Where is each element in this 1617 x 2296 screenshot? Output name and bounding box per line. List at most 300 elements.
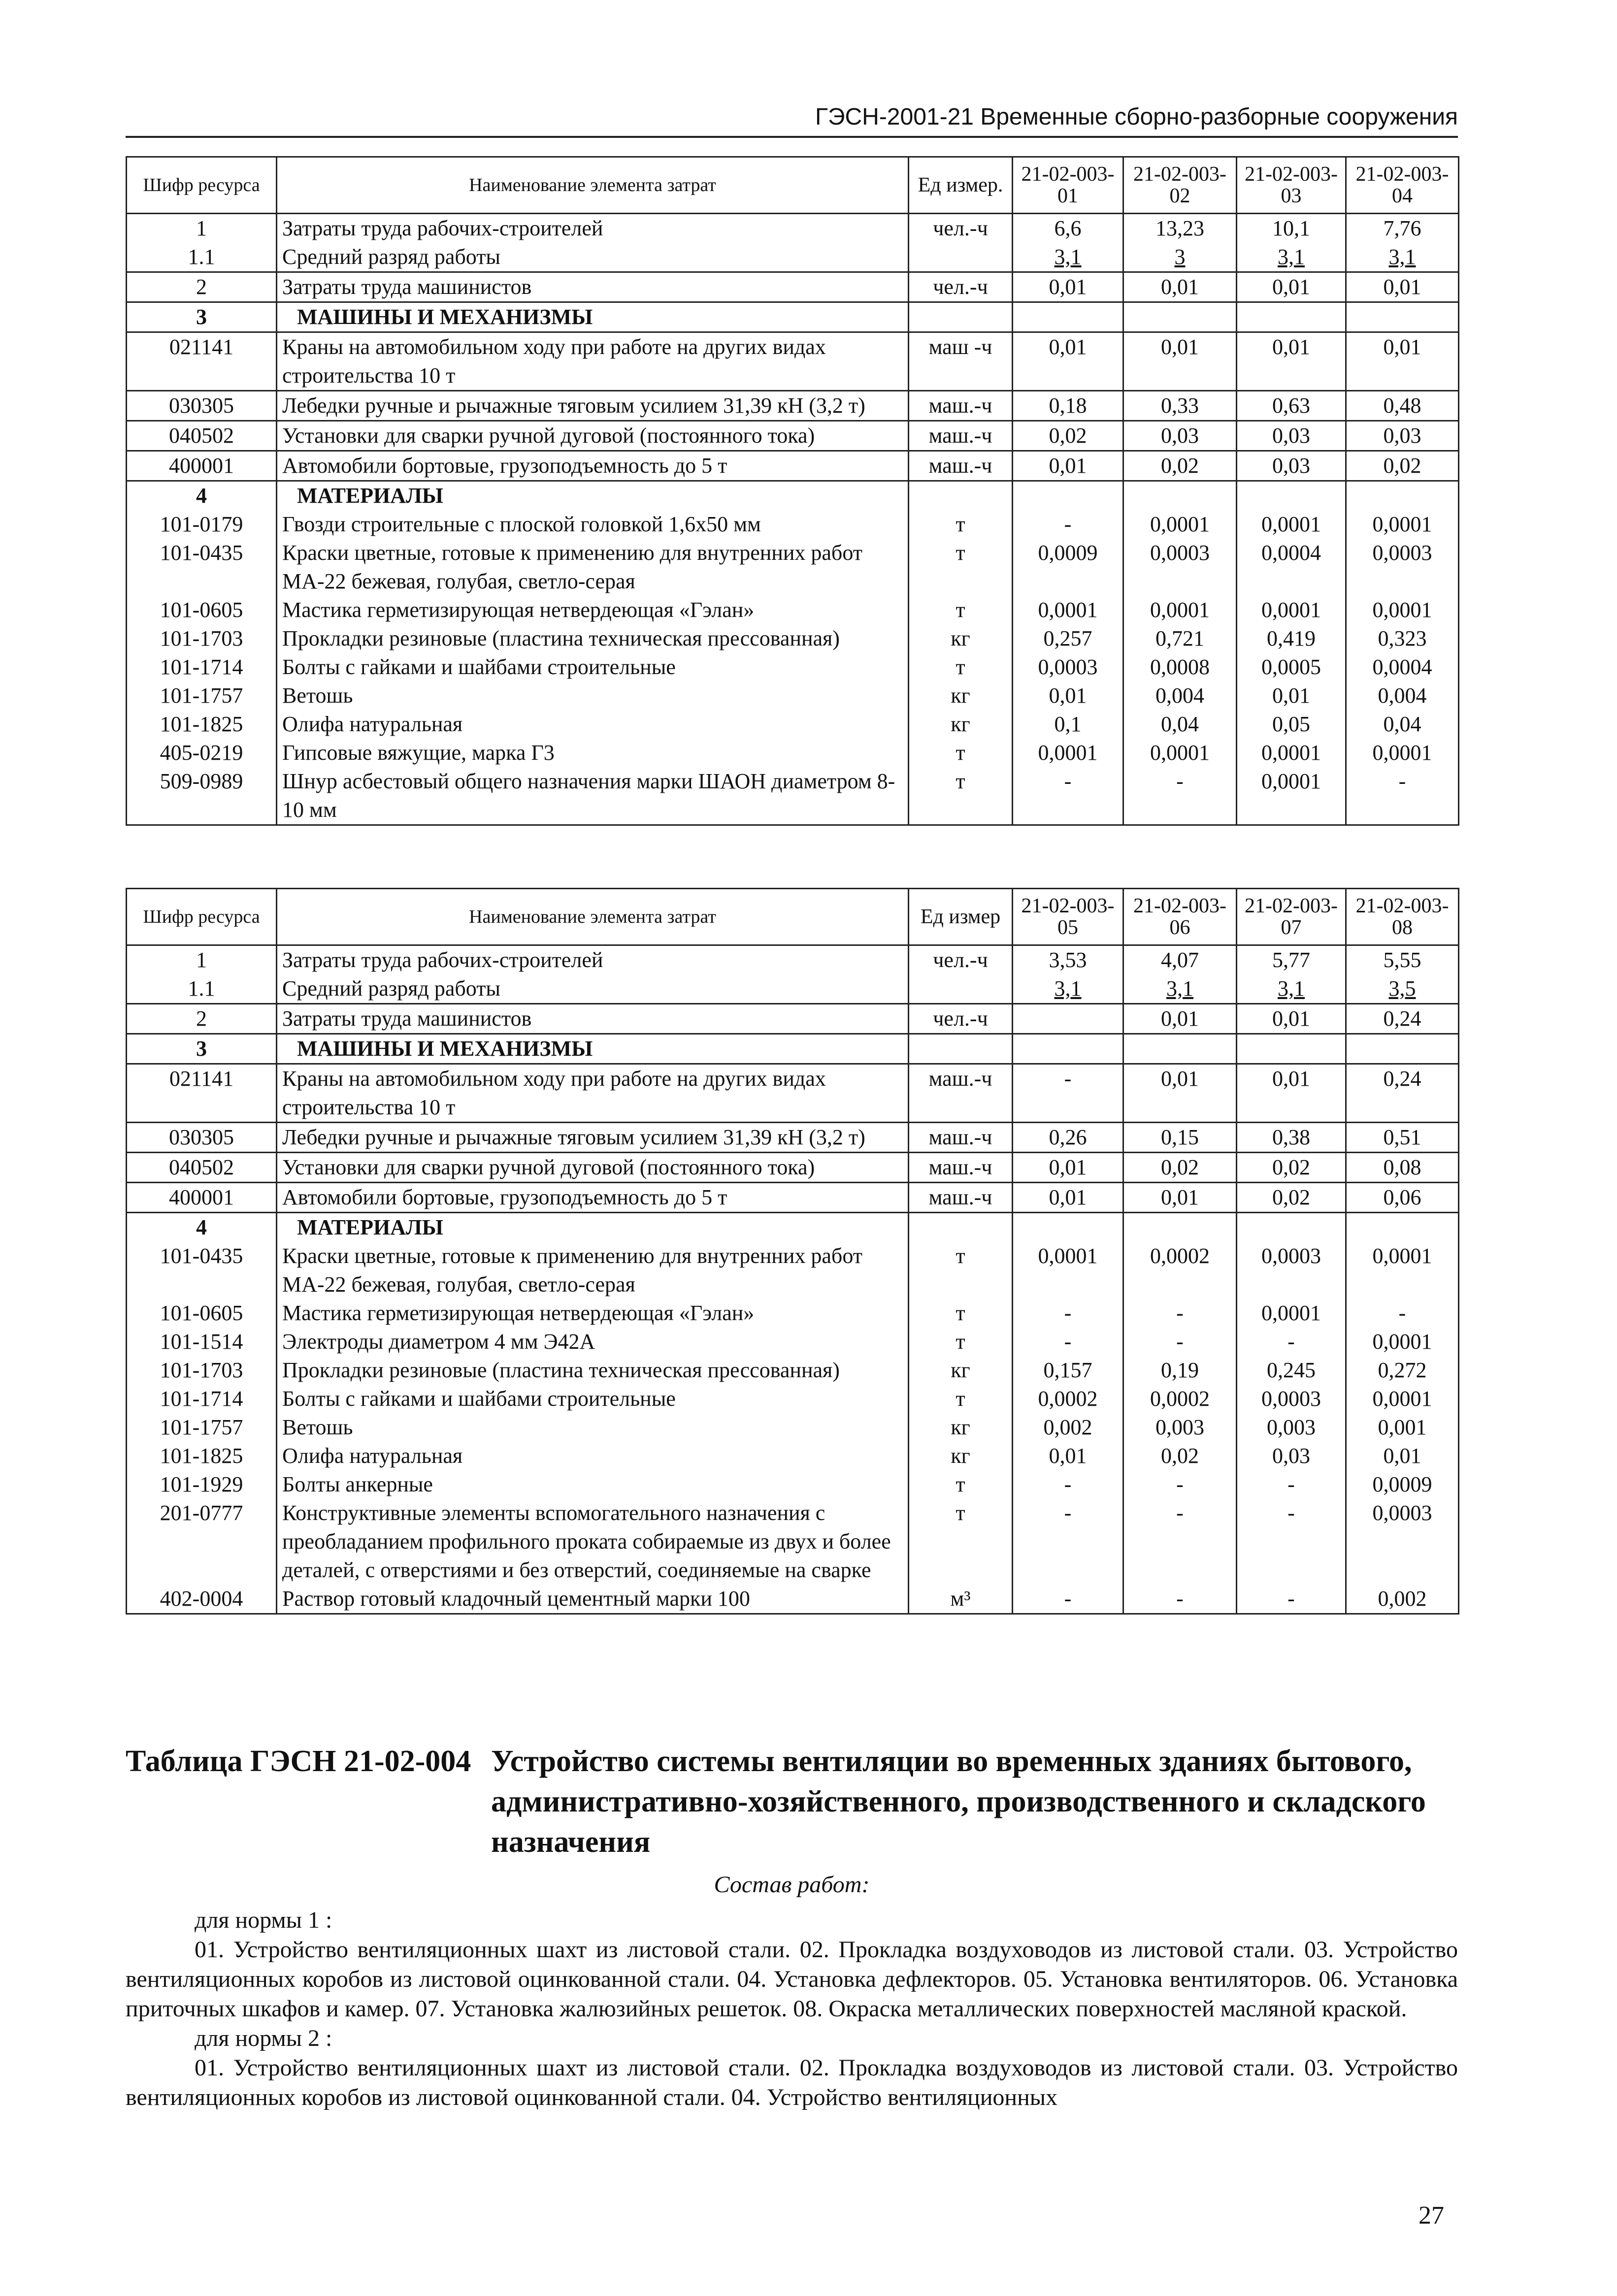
cell-code: 400001 [127,1183,277,1213]
cell-value: - [1013,1299,1123,1327]
cell-value: - [1013,1064,1123,1123]
cell-unit [909,1213,1013,1242]
cell-code: 101-0435 [127,1242,277,1299]
composition-heading: Состав работ: [714,1872,870,1898]
cell-name: Мастика герметизирующая нетвердеющая «Гэлан» [277,1299,909,1327]
work-composition [126,1906,1458,2112]
cell-value: - [1237,1327,1346,1356]
cell-value [1013,1213,1123,1242]
cell-value [1346,302,1459,332]
table-row [127,739,1459,767]
table-body [127,945,1459,1614]
cell-value: 0,0001 [1346,1242,1459,1299]
cell-value: 3,1 [1013,243,1123,272]
cell-value: 0,01 [1237,272,1346,302]
table-row [127,539,1459,596]
cell-value: 0,01 [1237,1004,1346,1034]
cell-value: - [1123,767,1237,825]
cell-value: 0,01 [1237,1064,1346,1123]
cell-name: Олифа натуральная [277,1442,909,1470]
cell-value: 0,0001 [1346,739,1459,767]
cell-unit: чел.-ч [909,214,1013,243]
cell-value: 0,0001 [1237,767,1346,825]
cell-code: 400001 [127,451,277,481]
cell-code: 1.1 [127,243,277,272]
cell-value: 0,0004 [1346,653,1459,681]
cell-value: 0,01 [1123,1064,1237,1123]
cell-value: 0,03 [1237,1442,1346,1470]
cell-value [1346,481,1459,511]
table-row [127,1327,1459,1356]
cell-name: Затраты труда рабочих-строителей [277,214,909,243]
cell-code: 101-1825 [127,1442,277,1470]
table-row [127,1499,1459,1585]
cell-value: 10,1 [1237,214,1346,243]
table-row [127,1153,1459,1183]
cell-unit: кг [909,1356,1013,1385]
cell-value: 0,0004 [1237,539,1346,596]
norm-2-label: для нормы 2 : [195,2025,332,2051]
table-row [127,974,1459,1004]
cell-value: - [1013,767,1123,825]
column-header-norm-4: 21-02-003-04 [1346,157,1459,214]
cell-name: Конструктивные элементы вспомогательного назначения с преобладанием профильного проката собираемые из двух и более деталей, с отверстиями и без отверстий, соединяемые на сварке [277,1499,909,1585]
cell-unit: чел.-ч [909,945,1013,975]
table-row [127,243,1459,272]
column-header-unit: Ед измер [909,889,1013,945]
cell-value: - [1123,1327,1237,1356]
cell-value [1237,1213,1346,1242]
cell-code: 101-1703 [127,624,277,653]
cell-value: - [1013,510,1123,539]
table-row [127,421,1459,451]
cell-value: 0,0008 [1123,653,1237,681]
cell-code: 101-0179 [127,510,277,539]
cell-value: 0,15 [1123,1123,1237,1153]
cell-code: 2 [127,272,277,302]
cell-name: Краски цветные, готовые к применению для внутренних работ МА-22 бежевая, голубая, светло-серая [277,539,909,596]
column-header-code: Шифр ресурса [127,889,277,945]
table-row [127,1385,1459,1413]
cell-name: Прокладки резиновые (пластина техническая прессованная) [277,624,909,653]
cell-name: Болты с гайками и шайбами строительные [277,1385,909,1413]
cell-unit: т [909,1470,1013,1499]
cell-value: 0,01 [1013,681,1123,710]
cell-name: Автомобили бортовые, грузоподъемность до 5 т [277,451,909,481]
cell-unit: т [909,1327,1013,1356]
cell-value: 0,0001 [1123,739,1237,767]
cell-value [1346,1213,1459,1242]
column-header-code: Шифр ресурса [127,157,277,214]
cell-value: 0,01 [1123,272,1237,302]
cell-value: 0,04 [1346,710,1459,739]
cell-value: 0,0003 [1346,1499,1459,1585]
cell-unit: маш.-ч [909,1064,1013,1123]
table-row [127,332,1459,391]
cell-value: - [1346,1299,1459,1327]
cell-value: 0,01 [1123,1004,1237,1034]
cell-code: 1 [127,945,277,975]
cell-code: 101-1929 [127,1470,277,1499]
cell-value: 0,01 [1123,1183,1237,1213]
cell-value: 0,02 [1013,421,1123,451]
cell-value [1237,302,1346,332]
cell-code: 021141 [127,332,277,391]
cell-value: 0,03 [1346,421,1459,451]
cell-name: МАТЕРИАЛЫ [277,481,909,511]
cell-value [1013,481,1123,511]
cell-code: 4 [127,481,277,511]
table-row [127,391,1459,421]
cell-value: 0,257 [1013,624,1123,653]
cell-code: 040502 [127,1153,277,1183]
table-row [127,1064,1459,1123]
cell-unit: т [909,653,1013,681]
cell-code: 030305 [127,1123,277,1153]
table-row [127,681,1459,710]
cell-code: 101-1714 [127,653,277,681]
table-row [127,596,1459,624]
cell-unit: кг [909,710,1013,739]
cell-name: Затраты труда машинистов [277,272,909,302]
cell-unit: маш.-ч [909,1183,1013,1213]
cell-value: 0,24 [1346,1004,1459,1034]
table-row [127,767,1459,825]
cell-value [1013,1034,1123,1064]
cell-code: 3 [127,1034,277,1064]
column-header-norm-3: 21-02-003-03 [1237,157,1346,214]
cell-value: 0,0001 [1013,1242,1123,1299]
table-row [127,624,1459,653]
cell-value: - [1013,1470,1123,1499]
cell-name: Краски цветные, готовые к применению для внутренних работ МА-22 бежевая, голубая, светло-серая [277,1242,909,1299]
cell-value: 3,5 [1346,974,1459,1004]
table-row [127,272,1459,302]
cell-name: Краны на автомобильном ходу при работе на других видах строительства 10 т [277,332,909,391]
cell-code: 402-0004 [127,1585,277,1614]
cell-value: 3,1 [1346,243,1459,272]
cell-value: 0,0001 [1346,596,1459,624]
cell-value [1346,1034,1459,1064]
cell-value: 0,0002 [1123,1385,1237,1413]
cell-name: Установки для сварки ручной дуговой (постоянного тока) [277,421,909,451]
cell-value: 0,18 [1013,391,1123,421]
cell-value: 3,1 [1123,974,1237,1004]
norm-1-text: 01. Устройство вентиляционных шахт из листовой стали. 02. Прокладка воздуховодов из листовой стали. 03. Устройство вентиляционных коробов из листовой оцинкованной стали. 04. Установка дефлекторов. 05. Установка вентиляторов. 06. Установка приточных шкафов и камер. 07. Установка жалюзийных решеток. 08. Окраска металлических поверхностей масляной краской. [126,1937,1458,2022]
cell-unit: м³ [909,1585,1013,1614]
cell-value: 0,0001 [1013,739,1123,767]
cell-name: Электроды диаметром 4 мм Э42А [277,1327,909,1356]
cell-value: 0,63 [1237,391,1346,421]
cell-name: Установки для сварки ручной дуговой (постоянного тока) [277,1153,909,1183]
cell-value: - [1346,767,1459,825]
cell-code: 101-0605 [127,1299,277,1327]
table-row [127,1183,1459,1213]
cell-value: 5,55 [1346,945,1459,975]
cell-value: 0,0001 [1237,1299,1346,1327]
cell-value: 0,01 [1237,681,1346,710]
cell-value: 0,02 [1237,1183,1346,1213]
cell-value: 3 [1123,243,1237,272]
cell-code: 405-0219 [127,739,277,767]
table-row [127,710,1459,739]
cell-unit [909,974,1013,1004]
cell-value: 0,004 [1346,681,1459,710]
cell-unit: чел.-ч [909,272,1013,302]
cell-unit: т [909,767,1013,825]
cell-unit: т [909,1299,1013,1327]
cell-value: 0,0001 [1237,739,1346,767]
cell-value: - [1123,1299,1237,1327]
cell-value: 0,19 [1123,1356,1237,1385]
cell-unit: т [909,510,1013,539]
table-row [127,945,1459,975]
cell-value: - [1237,1470,1346,1499]
cell-name: Гвозди строительные с плоской головкой 1,6х50 мм [277,510,909,539]
cell-name: Ветошь [277,681,909,710]
table-row [127,1442,1459,1470]
cell-value: 0,0009 [1013,539,1123,596]
cell-name: Затраты труда машинистов [277,1004,909,1034]
cell-value: 0,1 [1013,710,1123,739]
cell-value: 0,05 [1237,710,1346,739]
cell-value: - [1237,1499,1346,1585]
cell-value: - [1123,1585,1237,1614]
cell-unit [909,481,1013,511]
table-row [127,1470,1459,1499]
cell-value: 0,33 [1123,391,1237,421]
cell-name: Средний разряд работы [277,243,909,272]
cell-value: 0,08 [1346,1153,1459,1183]
cell-value: 3,1 [1237,243,1346,272]
column-header-norm-8: 21-02-003-08 [1346,889,1459,945]
page-header: ГЭСН-2001-21 Временные сборно-разборные сооружения [815,104,1458,130]
cell-code: 101-1825 [127,710,277,739]
cell-value: 0,0003 [1237,1385,1346,1413]
cell-value: 0,01 [1013,1442,1123,1470]
cell-value [1123,302,1237,332]
cell-value: 0,003 [1237,1413,1346,1442]
cell-value: - [1123,1499,1237,1585]
cell-name: Средний разряд работы [277,974,909,1004]
resource-table-1 [126,156,1459,826]
cell-value: 0,01 [1346,272,1459,302]
cell-value: 3,1 [1237,974,1346,1004]
cell-value: 0,01 [1237,332,1346,391]
cell-value [1123,481,1237,511]
cell-value: 0,004 [1123,681,1237,710]
cell-name: Лебедки ручные и рычажные тяговым усилием 31,39 кН (3,2 т) [277,391,909,421]
cell-value: 13,23 [1123,214,1237,243]
table-title-label: Таблица ГЭСН 21-02-004 [126,1745,471,1778]
cell-code: 021141 [127,1064,277,1123]
cell-code: 101-1514 [127,1327,277,1356]
table-title-text: Устройство системы вентиляции во временных зданиях бытового, административно-хозяйственного, производственного и складского назначения [491,1745,1426,1859]
cell-name: МАТЕРИАЛЫ [277,1213,909,1242]
cell-value: 0,002 [1013,1413,1123,1442]
cell-value: 7,76 [1346,214,1459,243]
cell-value: - [1013,1585,1123,1614]
cell-value: 0,38 [1237,1123,1346,1153]
cell-unit: кг [909,1413,1013,1442]
cell-value: 0,24 [1346,1064,1459,1123]
cell-value: 0,0001 [1237,510,1346,539]
cell-value: 0,03 [1237,451,1346,481]
table-row [127,510,1459,539]
cell-value: - [1013,1499,1123,1585]
table-row [127,214,1459,243]
cell-value [1237,1034,1346,1064]
cell-value: 0,02 [1123,451,1237,481]
cell-name: Краны на автомобильном ходу при работе на других видах строительства 10 т [277,1064,909,1123]
cell-value: 0,01 [1346,332,1459,391]
column-header-name: Наименование элемента затрат [277,157,909,214]
cell-name: Олифа натуральная [277,710,909,739]
table-row [127,1004,1459,1034]
cell-unit: т [909,739,1013,767]
cell-value: 0,51 [1346,1123,1459,1153]
cell-unit: маш.-ч [909,421,1013,451]
cell-value: 0,01 [1013,272,1123,302]
cell-value: 0,323 [1346,624,1459,653]
cell-value [1123,1213,1237,1242]
cell-code: 3 [127,302,277,332]
cell-code: 509-0989 [127,767,277,825]
cell-value: 0,26 [1013,1123,1123,1153]
cell-code: 040502 [127,421,277,451]
cell-value: 0,03 [1123,421,1237,451]
cell-name: Мастика герметизирующая нетвердеющая «Гэлан» [277,596,909,624]
cell-unit: т [909,539,1013,596]
table-row [127,1034,1459,1064]
cell-value: 0,0009 [1346,1470,1459,1499]
table-title [126,1741,1458,1862]
cell-value: 0,0002 [1123,1242,1237,1299]
cell-code: 101-0435 [127,539,277,596]
cell-value: 0,02 [1123,1442,1237,1470]
norm-2-text: 01. Устройство вентиляционных шахт из листовой стали. 02. Прокладка воздуховодов из листовой стали. 03. Устройство вентиляционных коробов из листовой оцинкованной стали. 04. Устройство вентиляционных [126,2055,1458,2110]
table-row [127,1413,1459,1442]
column-header-unit: Ед измер. [909,157,1013,214]
cell-name: Болты с гайками и шайбами строительные [277,653,909,681]
cell-value: 0,721 [1123,624,1237,653]
page-number: 27 [1419,2201,1444,2230]
table-row [127,1585,1459,1614]
cell-name: Раствор готовый кладочный цементный марки 100 [277,1585,909,1614]
table-row [127,451,1459,481]
cell-value: 0,0003 [1123,539,1237,596]
cell-name: Гипсовые вяжущие, марка Г3 [277,739,909,767]
column-header-norm-2: 21-02-003-02 [1123,157,1237,214]
cell-name: Болты анкерные [277,1470,909,1499]
cell-value [1013,302,1123,332]
cell-value: - [1237,1585,1346,1614]
cell-value: 0,0003 [1237,1242,1346,1299]
cell-value: 0,01 [1346,1442,1459,1470]
column-header-norm-7: 21-02-003-07 [1237,889,1346,945]
cell-value: 0,01 [1013,1153,1123,1183]
cell-code: 101-1757 [127,681,277,710]
cell-value: 0,0003 [1013,653,1123,681]
cell-value: 0,48 [1346,391,1459,421]
cell-unit: маш.-ч [909,451,1013,481]
cell-code: 101-1703 [127,1356,277,1385]
cell-value: 0,0001 [1346,1385,1459,1413]
cell-unit: т [909,1242,1013,1299]
cell-value: 0,245 [1237,1356,1346,1385]
cell-value: 0,01 [1013,332,1123,391]
cell-value: 0,0001 [1346,1327,1459,1356]
cell-unit: кг [909,1442,1013,1470]
cell-value: 0,0001 [1123,596,1237,624]
column-header-norm-5: 21-02-003-05 [1013,889,1123,945]
table-row [127,1213,1459,1242]
cell-value: 0,157 [1013,1356,1123,1385]
table-row [127,1356,1459,1385]
cell-value: 0,02 [1237,1153,1346,1183]
cell-value: 0,01 [1013,1183,1123,1213]
cell-value: 3,53 [1013,945,1123,975]
cell-value: 0,06 [1346,1183,1459,1213]
cell-value: 0,003 [1123,1413,1237,1442]
column-header-norm-1: 21-02-003-01 [1013,157,1123,214]
table-body [127,214,1459,825]
header-rule [126,136,1458,138]
cell-value: 0,01 [1123,332,1237,391]
cell-unit: маш.-ч [909,391,1013,421]
cell-unit: т [909,596,1013,624]
cell-unit: чел.-ч [909,1004,1013,1034]
table-row [127,1123,1459,1153]
cell-value: 0,04 [1123,710,1237,739]
cell-code: 1 [127,214,277,243]
table-row [127,481,1459,511]
cell-value: 0,01 [1013,451,1123,481]
cell-name: Прокладки резиновые (пластина техническая прессованная) [277,1356,909,1385]
cell-value: 6,6 [1013,214,1123,243]
cell-value: 0,0001 [1123,510,1237,539]
cell-value: 4,07 [1123,945,1237,975]
cell-value: 3,1 [1013,974,1123,1004]
cell-code: 101-1714 [127,1385,277,1413]
cell-unit: маш.-ч [909,1123,1013,1153]
cell-value: 0,0003 [1346,539,1459,596]
resource-table-2 [126,888,1459,1615]
cell-value: - [1123,1470,1237,1499]
cell-unit: т [909,1385,1013,1413]
cell-value: 0,02 [1123,1153,1237,1183]
cell-value: 0,0005 [1237,653,1346,681]
column-header-norm-6: 21-02-003-06 [1123,889,1237,945]
cell-code: 101-1757 [127,1413,277,1442]
cell-value: 0,0002 [1013,1385,1123,1413]
cell-unit: кг [909,624,1013,653]
cell-value: 0,0001 [1013,596,1123,624]
cell-name: Лебедки ручные и рычажные тяговым усилием 31,39 кН (3,2 т) [277,1123,909,1153]
cell-value: 0,03 [1237,421,1346,451]
column-header-name: Наименование элемента затрат [277,889,909,945]
cell-name: Ветошь [277,1413,909,1442]
cell-name: Затраты труда рабочих-строителей [277,945,909,975]
cell-unit [909,1034,1013,1064]
cell-value [1013,1004,1123,1034]
cell-value: 0,272 [1346,1356,1459,1385]
cell-name: Шнур асбестовый общего назначения марки ШАОН диаметром 8-10 мм [277,767,909,825]
cell-code: 201-0777 [127,1499,277,1585]
cell-value: 0,001 [1346,1413,1459,1442]
cell-unit: маш -ч [909,332,1013,391]
cell-code: 2 [127,1004,277,1034]
